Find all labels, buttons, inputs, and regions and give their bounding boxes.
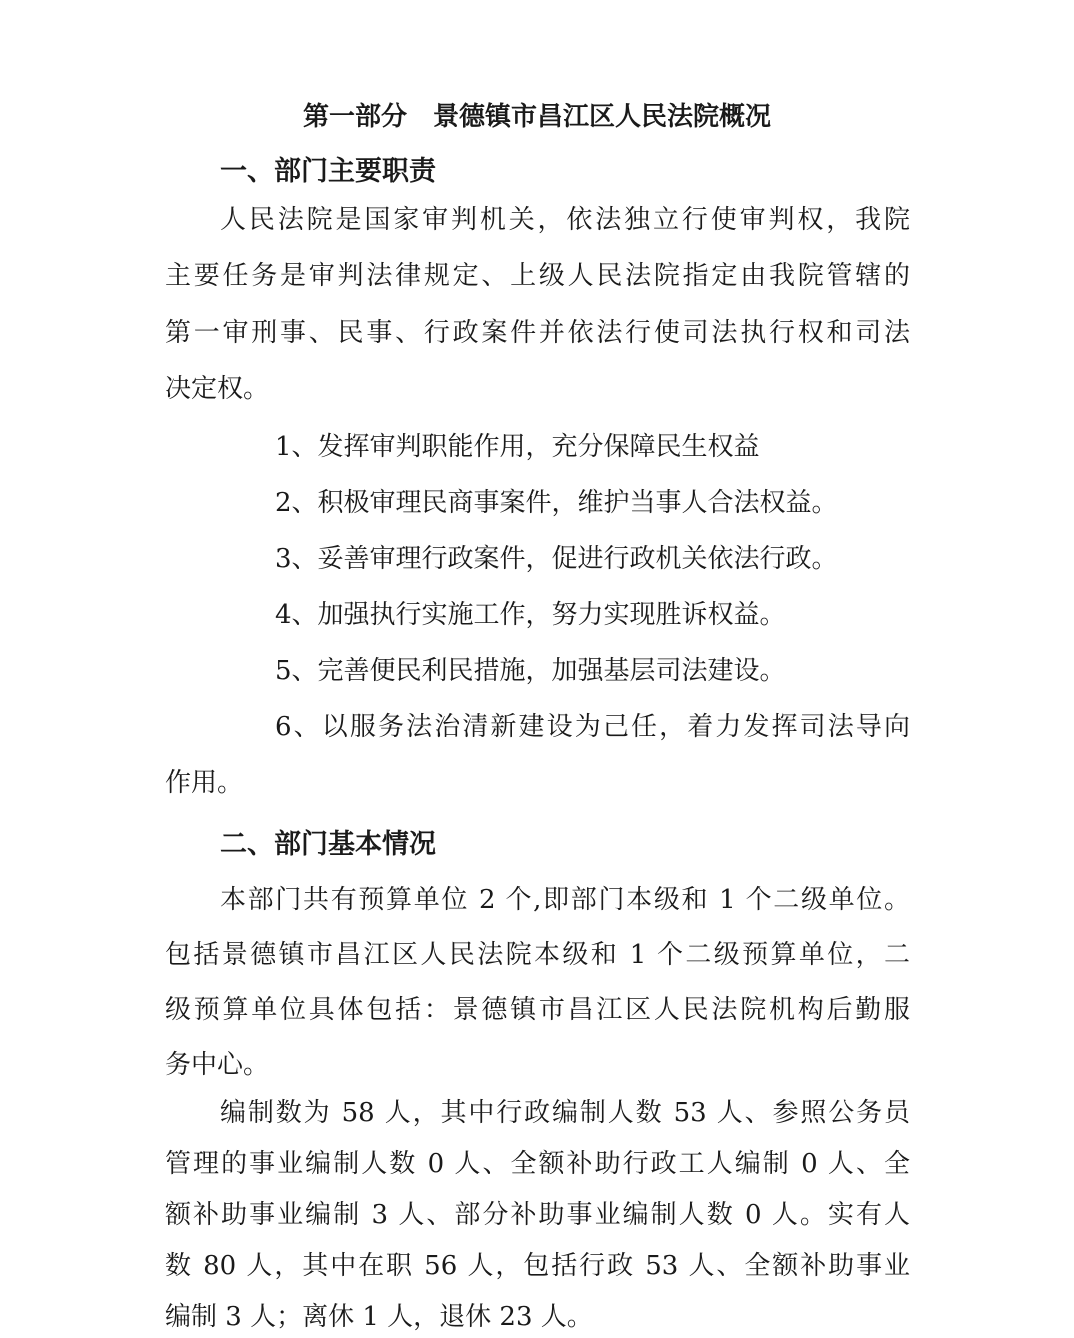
paragraph-line: 数 80 人，其中在职 56 人，包括行政 53 人、全额补助事业 xyxy=(165,1251,910,1281)
paragraph-line: 第一审刑事、民事、行政案件并依法行使司法执行权和司法 xyxy=(165,318,910,348)
duty-item: 2、积极审理民商事案件，维护当事人合法权益。 xyxy=(275,488,838,518)
paragraph-line: 务中心。 xyxy=(165,1050,270,1080)
duty-item: 6、以服务法治清新建设为己任，着力发挥司法导向 xyxy=(275,712,910,742)
document-title: 第一部分 景德镇市昌江区人民法院概况 xyxy=(302,102,771,132)
paragraph-line: 编制数为 58 人，其中行政编制人数 53 人、参照公务员 xyxy=(220,1098,910,1128)
paragraph-line: 额补助事业编制 3 人、部分补助事业编制人数 0 人。实有人 xyxy=(165,1200,910,1230)
duty-item: 4、加强执行实施工作，努力实现胜诉权益。 xyxy=(275,600,786,630)
paragraph-line: 人民法院是国家审判机关，依法独立行使审判权，我院 xyxy=(220,205,910,235)
paragraph-line: 决定权。 xyxy=(165,374,270,404)
duty-item: 3、妥善审理行政案件，促进行政机关依法行政。 xyxy=(275,544,838,574)
duty-item-continuation: 作用。 xyxy=(165,768,244,798)
paragraph-line: 级预算单位具体包括：景德镇市昌江区人民法院机构后勤服 xyxy=(165,995,910,1025)
section-heading-duties: 一、部门主要职责 xyxy=(220,156,436,187)
paragraph-line: 编制 3 人；离休 1 人，退休 23 人。 xyxy=(165,1302,593,1332)
paragraph-line: 本部门共有预算单位 2 个,即部门本级和 1 个二级单位。 xyxy=(220,885,910,915)
duty-item: 5、完善便民利民措施，加强基层司法建设。 xyxy=(275,656,786,686)
paragraph-line: 管理的事业编制人数 0 人、全额补助行政工人编制 0 人、全 xyxy=(165,1149,910,1179)
paragraph-line: 主要任务是审判法律规定、上级人民法院指定由我院管辖的 xyxy=(165,261,910,291)
duty-item: 1、发挥审判职能作用，充分保障民生权益 xyxy=(275,432,760,462)
section-heading-basic-info: 二、部门基本情况 xyxy=(220,829,436,860)
paragraph-line: 包括景德镇市昌江区人民法院本级和 1 个二级预算单位，二 xyxy=(165,940,910,970)
